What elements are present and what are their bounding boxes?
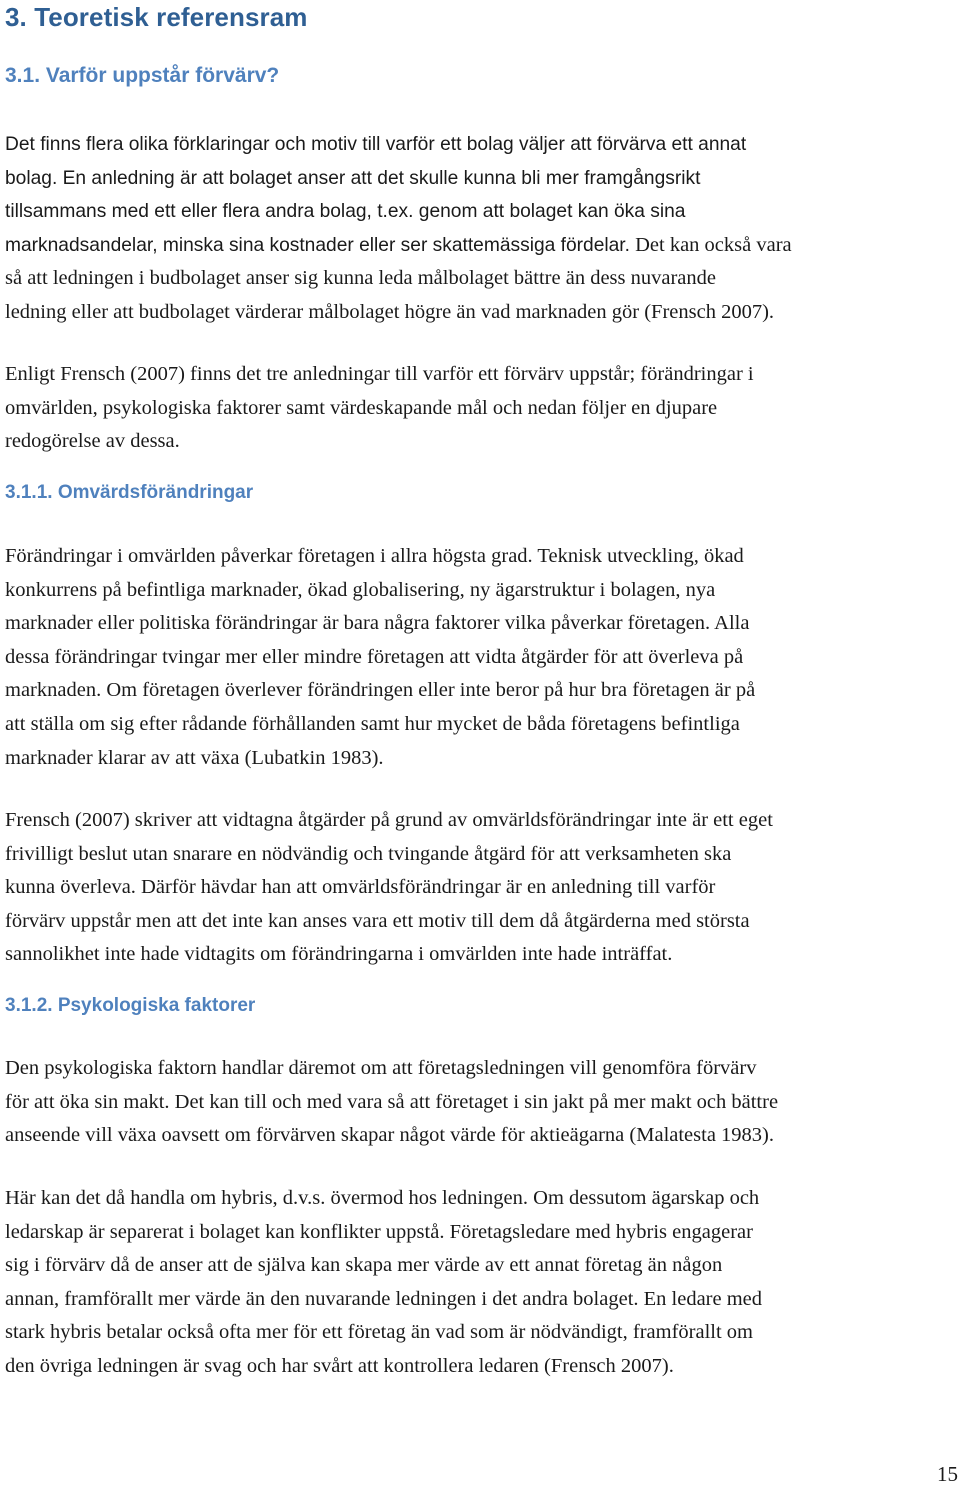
- paragraph-3-1-2-a: [5, 1052, 960, 1153]
- text-line: kunna överleva. Därför hävdar han att omvärldsförändringar är en anledning till varför: [5, 876, 716, 899]
- text-line: konkurrens på befintliga marknader, ökad globalisering, ny ägarstruktur i bolagen, nya: [5, 578, 716, 601]
- paragraph-3-1-b: [5, 358, 960, 459]
- text-line: tillsammans med ett eller flera andra bolag, t.ex. genom att bolaget kan öka sina: [5, 201, 686, 223]
- text-line: redogörelse av dessa.: [5, 430, 180, 453]
- text-line: omvärlden, psykologiska faktorer samt värdeskapande mål och nedan följer en djupare: [5, 396, 718, 419]
- text-line: sannolikhet inte hade vidtagits om förändringarna i omvärlden inte hade inträffat.: [5, 943, 673, 966]
- text-line: anseende vill växa oavsett om förvärven skapar något värde för aktieägarna (Malatesta 1983).: [5, 1124, 775, 1147]
- text-line: ledarskap är separerat i bolaget kan konflikter uppstå. Företagsledare med hybris engagerar: [5, 1220, 753, 1243]
- text-line: Enligt Frensch (2007) finns det tre anledningar till varför ett förvärv uppstår; förändringar i: [5, 363, 754, 385]
- paragraph-3-1-1-b: [5, 804, 960, 972]
- text-line: Förändringar i omvärlden påverkar företagen i allra högsta grad. Teknisk utveckling, ökad: [5, 545, 744, 567]
- text-line: Här kan det då handla om hybris, d.v.s. övermod hos ledningen. Om dessutom ägarskap och: [5, 1187, 760, 1209]
- text-line: marknaden. Om företagen överlever förändringen eller inte beror på hur bra företagen är på: [5, 679, 756, 702]
- text-line: den övriga ledningen är svag och har svårt att kontrollera ledaren (Frensch 2007).: [5, 1354, 674, 1377]
- text-line: marknader eller politiska förändringar är bara några faktorer vilka påverkar företagen. Alla: [5, 612, 750, 635]
- text-line: dessa förändringar tvingar mer eller mindre företagen att vidta åtgärder för att överleva på: [5, 645, 744, 668]
- paragraph-3-1-2-b: [5, 1182, 960, 1384]
- text-line: sig i förvärv då de anser att de själva kan skapa mer värde av ett annat företag än någon: [5, 1254, 723, 1277]
- text-line: Det finns flera olika förklaringar och motiv till varför ett bolag väljer att förvärva ett annat: [5, 134, 747, 155]
- chapter-heading: 3. Teoretisk referensram: [5, 2, 308, 32]
- page-number: 15: [937, 1462, 958, 1486]
- text-line: stark hybris betalar också ofta mer för ett företag än vad som är nödvändigt, framförallt om: [5, 1321, 753, 1344]
- text-line: bolag. En anledning är att bolaget anser att det skulle kunna bli mer framgångsrikt: [5, 167, 701, 189]
- text-line: förvärv uppstår men att det inte kan anses vara ett motiv till dem då åtgärderna med största: [5, 909, 750, 932]
- text-line: marknadsandelar, minska sina kostnader eller ser skattemässiga fördelar. Det kan också vara: [5, 233, 792, 256]
- text-line: frivilligt beslut utan snarare en nödvändig och tvingande åtgärd för att verksamheten ska: [5, 842, 732, 865]
- text-line: ledning eller att budbolaget värderar målbolaget högre än vad marknaden gör (Frensch 2007).: [5, 300, 775, 323]
- text-line: Frensch (2007) skriver att vidtagna åtgärder på grund av omvärldsförändringar inte är ett eget: [5, 809, 773, 831]
- text-line: att ställa om sig efter rådande förhållanden samt hur mycket de båda företagens befintliga: [5, 712, 740, 735]
- text-line: annan, framförallt mer värde än den nuvarande ledningen i det andra bolaget. En ledare med: [5, 1287, 763, 1310]
- section-heading-3-1-1: 3.1.1. Omvärdsförändringar: [5, 482, 254, 503]
- paragraph-3-1-a: [5, 128, 960, 330]
- text-line: för att öka sin makt. Det kan till och med vara så att företaget i sin jakt på mer makt och bättre: [5, 1090, 779, 1113]
- section-heading-3-1: 3.1. Varför uppstår förvärv?: [5, 64, 280, 87]
- text-line: Den psykologiska faktorn handlar däremot om att företagsledningen vill genomföra förvärv: [5, 1057, 757, 1079]
- text-line: marknader klarar av att växa (Lubatkin 1983).: [5, 746, 384, 769]
- paragraph-3-1-1-a: [5, 540, 960, 775]
- section-heading-3-1-2: 3.1.2. Psykologiska faktorer: [5, 995, 256, 1016]
- text-line: så att ledningen i budbolaget anser sig kunna leda målbolaget bättre än dess nuvarande: [5, 267, 717, 290]
